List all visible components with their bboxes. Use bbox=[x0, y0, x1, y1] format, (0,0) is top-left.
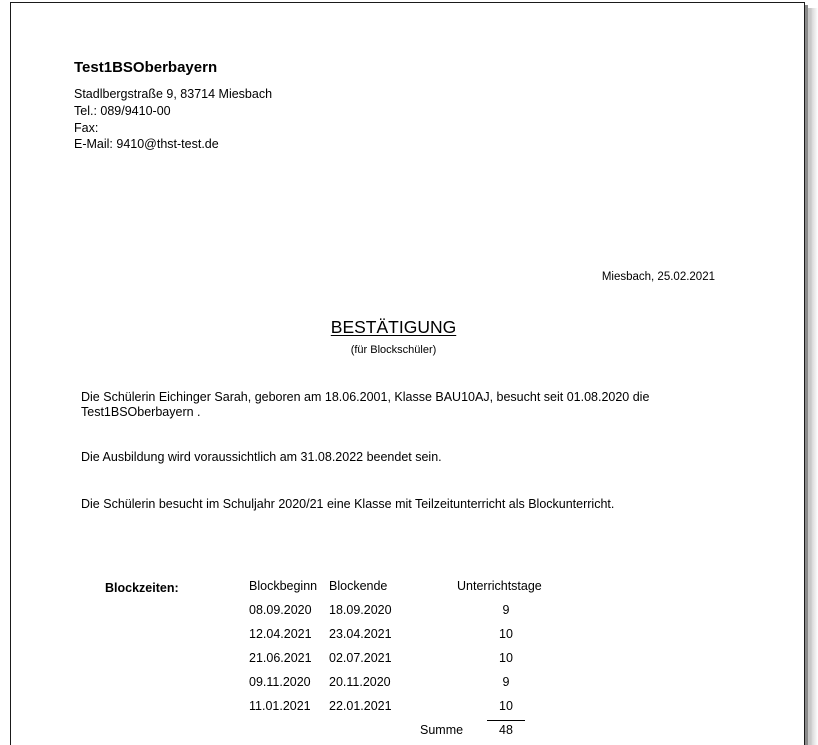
block-times-label: Blockzeiten: bbox=[105, 581, 179, 595]
row-teaching-days: 9 bbox=[502, 603, 510, 617]
row-block-end: 20.11.2020 bbox=[329, 675, 391, 689]
sum-value: 48 bbox=[499, 723, 513, 737]
school-name: Test1BSOberbayern bbox=[74, 59, 218, 76]
document-subtitle: (für Blockschüler) bbox=[350, 344, 437, 356]
row-block-start: 21.06.2021 bbox=[249, 651, 312, 665]
page-shadow-edge bbox=[806, 8, 818, 745]
block-class-paragraph: Die Schülerin besucht im Schuljahr 2020/21 eine Klasse mit Teilzeitunterricht als Blockunterricht. bbox=[81, 497, 615, 511]
row-block-start: 08.09.2020 bbox=[249, 603, 312, 617]
row-block-end: 18.09.2020 bbox=[329, 603, 392, 617]
header-block-end: Blockende bbox=[329, 579, 388, 593]
school-email: E-Mail: 9410@thst-test.de bbox=[74, 137, 219, 151]
row-block-end: 23.04.2021 bbox=[329, 627, 392, 641]
enrollment-paragraph: Die Schülerin Eichinger Sarah, geboren am 18.06.2001, Klasse BAU10AJ, besucht seit 01.08.2020 die Test1BSOberbayern . bbox=[81, 390, 650, 419]
document-title: BESTÄTIGUNG bbox=[330, 317, 457, 337]
document-page bbox=[10, 2, 805, 745]
row-block-end: 22.01.2021 bbox=[329, 699, 392, 713]
sum-label: Summe bbox=[420, 723, 464, 737]
row-teaching-days: 10 bbox=[499, 651, 513, 665]
school-fax: Fax: bbox=[74, 121, 99, 135]
row-teaching-days: 10 bbox=[499, 699, 513, 713]
row-block-end: 02.07.2021 bbox=[329, 651, 392, 665]
row-block-start: 09.11.2020 bbox=[249, 675, 311, 689]
school-phone: Tel.: 089/9410-00 bbox=[74, 104, 171, 118]
viewer-left-margin bbox=[0, 0, 10, 745]
training-end-paragraph: Die Ausbildung wird voraussichtlich am 31.08.2022 beendet sein. bbox=[81, 450, 442, 464]
row-teaching-days: 9 bbox=[502, 675, 510, 689]
row-block-start: 12.04.2021 bbox=[249, 627, 312, 641]
school-address: Stadlbergstraße 9, 83714 Miesbach bbox=[74, 87, 273, 101]
header-teaching-days: Unterrichtstage bbox=[457, 579, 542, 593]
place-date: Miesbach, 25.02.2021 bbox=[601, 271, 715, 283]
sum-divider bbox=[487, 720, 525, 721]
row-teaching-days: 10 bbox=[499, 627, 513, 641]
header-block-start: Blockbeginn bbox=[249, 579, 318, 593]
row-block-start: 11.01.2021 bbox=[249, 699, 311, 713]
